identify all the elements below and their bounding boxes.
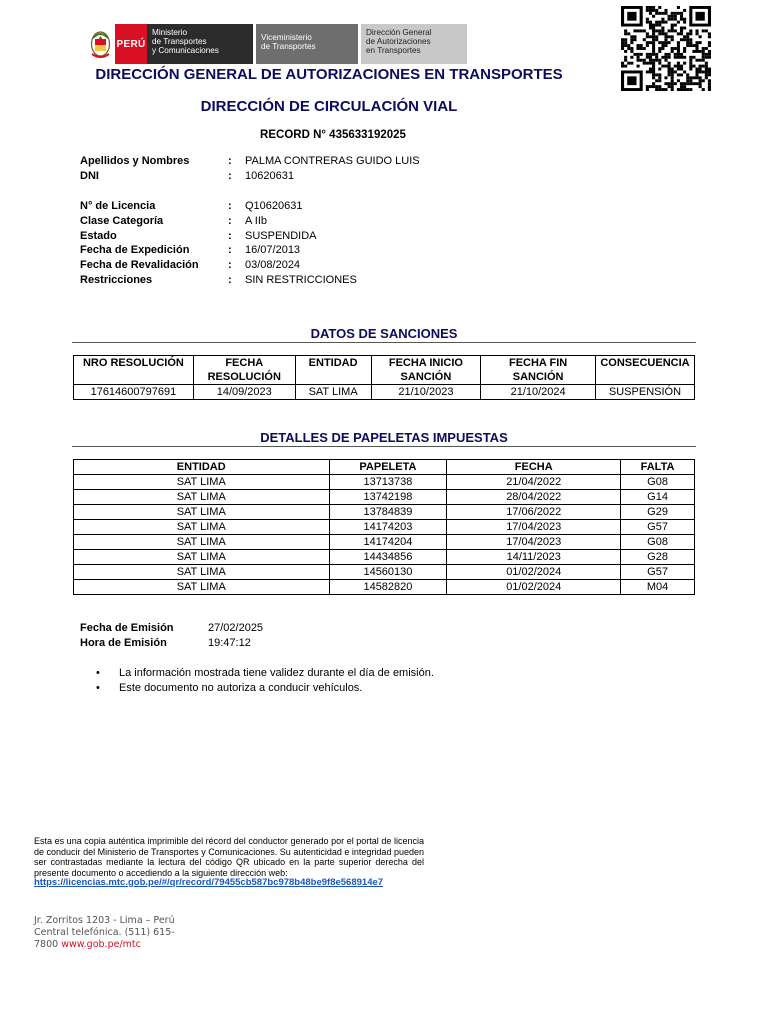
table-cell: 13742198 xyxy=(329,490,447,505)
table-cell: 17/06/2022 xyxy=(447,505,621,520)
info-value: SUSPENDIDA xyxy=(245,230,317,242)
verification-link[interactable]: https://licencias.mtc.gob.pe/#/qr/record/79455cb587bc978b48be9f8e568914e7 xyxy=(34,877,384,888)
address-text: Jr. Zorritos 1203 - Lima – Perú xyxy=(34,915,175,926)
table-cell: 13784839 xyxy=(329,505,447,520)
table-cell: G57 xyxy=(621,565,695,580)
bullet-icon: • xyxy=(96,667,100,679)
notes-list xyxy=(96,666,434,696)
table-cell: SAT LIMA xyxy=(74,490,330,505)
table-row xyxy=(74,565,695,580)
table-cell: 17/04/2023 xyxy=(447,520,621,535)
info-label: Fecha de Revalidación xyxy=(80,259,199,271)
info-value: Q10620631 xyxy=(245,200,303,212)
emission-time-value: 19:47:12 xyxy=(208,637,251,649)
bullet-icon: • xyxy=(96,682,100,694)
page-title: DIRECCIÓN GENERAL DE AUTORIZACIONES EN TRANSPORTES xyxy=(95,66,563,83)
emission-time-label: Hora de Emisión xyxy=(80,637,167,649)
column-header: ENTIDAD xyxy=(295,356,371,385)
sanctions-table xyxy=(73,355,695,400)
info-value: 03/08/2024 xyxy=(245,259,301,271)
ministry-label: Ministerio de Transportes y Comunicaciones xyxy=(147,24,253,64)
column-header: FECHA INICIO SANCIÓN xyxy=(371,356,481,385)
column-header: CONSECUENCIA xyxy=(595,356,694,385)
table-row xyxy=(74,490,695,505)
table-cell: 01/02/2024 xyxy=(447,565,621,580)
table-cell: G29 xyxy=(621,505,695,520)
table-cell: M04 xyxy=(621,580,695,595)
page-subtitle: DIRECCIÓN DE CIRCULACIÓN VIAL xyxy=(200,98,458,115)
table-cell: 17/04/2023 xyxy=(447,535,621,550)
table-cell: 01/02/2024 xyxy=(447,580,621,595)
table-header-row xyxy=(74,356,695,385)
column-header: FECHA RESOLUCIÓN xyxy=(193,356,295,385)
tickets-title: DETALLES DE PAPELETAS IMPUESTAS xyxy=(72,430,696,447)
table-cell: 21/04/2022 xyxy=(447,475,621,490)
table-cell: SAT LIMA xyxy=(295,385,371,400)
list-item: • La información mostrada tiene validez durante el día de emisión. xyxy=(96,667,434,679)
website-link[interactable]: www.gob.pe/mtc xyxy=(61,939,141,950)
table-cell: SAT LIMA xyxy=(74,565,330,580)
info-value: 10620631 xyxy=(245,170,294,182)
table-cell: 14582820 xyxy=(329,580,447,595)
table-cell: SAT LIMA xyxy=(74,580,330,595)
column-header: PAPELETA xyxy=(329,460,447,475)
peru-logo: PERÚ xyxy=(115,24,147,64)
table-cell: G57 xyxy=(621,520,695,535)
table-cell: 21/10/2024 xyxy=(481,385,596,400)
table-cell: SAT LIMA xyxy=(74,550,330,565)
table-cell: SUSPENSIÓN xyxy=(595,385,694,400)
table-cell: G28 xyxy=(621,550,695,565)
table-row xyxy=(74,550,695,565)
column-header: FALTA xyxy=(621,460,695,475)
table-cell: SAT LIMA xyxy=(74,535,330,550)
table-row xyxy=(74,580,695,595)
table-cell: 28/04/2022 xyxy=(447,490,621,505)
mtc-logo xyxy=(86,24,467,64)
info-label: N° de Licencia xyxy=(80,200,156,212)
info-value: SIN RESTRICCIONES xyxy=(245,274,357,286)
info-label: Clase Categoría xyxy=(80,215,164,227)
coat-of-arms-icon xyxy=(86,24,115,64)
list-item: • Este documento no autoriza a conducir vehículos. xyxy=(96,682,363,694)
tickets-table xyxy=(73,459,695,595)
vice-ministry-label: Viceministerio de Transportes xyxy=(256,24,358,64)
record-number: RECORD N° 435633192025 xyxy=(260,129,406,141)
info-value: PALMA CONTRERAS GUIDO LUIS xyxy=(245,155,420,167)
table-cell: 14/11/2023 xyxy=(447,550,621,565)
authenticity-text: Esta es una copia auténtica imprimible del récord del conductor generado por el portal de licencia de conducir del Ministerio de Transportes y Comunicaciones. Su autenticidad e integridad pueden ser contrastadas mediante la lectura del código QR ubicado en la parte superior derecha del presente documento o accediendo a la siguiente dirección web: xyxy=(34,836,424,878)
phone-text: Central telefónica. (511) 615-7800 xyxy=(34,927,175,950)
table-cell: SAT LIMA xyxy=(74,520,330,535)
table-cell: 21/10/2023 xyxy=(371,385,481,400)
emission-date-value: 27/02/2025 xyxy=(208,622,264,634)
table-header-row xyxy=(74,460,695,475)
column-header: FECHA xyxy=(447,460,621,475)
table-cell: 14560130 xyxy=(329,565,447,580)
info-label: Estado xyxy=(80,230,117,242)
table-cell: 14174203 xyxy=(329,520,447,535)
info-label: Restricciones xyxy=(80,274,153,286)
info-label: Fecha de Expedición xyxy=(80,244,190,256)
table-cell: 13713738 xyxy=(329,475,447,490)
table-cell: G14 xyxy=(621,490,695,505)
table-row xyxy=(74,505,695,520)
table-row xyxy=(74,535,695,550)
table-row xyxy=(74,385,695,400)
info-value: 16/07/2013 xyxy=(245,244,301,256)
table-cell: G08 xyxy=(621,535,695,550)
address-block xyxy=(34,915,194,951)
table-cell: 14174204 xyxy=(329,535,447,550)
table-cell: G08 xyxy=(621,475,695,490)
info-label: Apellidos y Nombres xyxy=(80,155,190,167)
table-cell: 14434856 xyxy=(329,550,447,565)
info-label: DNI xyxy=(80,170,99,182)
table-row xyxy=(74,475,695,490)
table-cell: 14/09/2023 xyxy=(193,385,295,400)
directorate-label: Dirección General de Autorizaciones en Transportes xyxy=(361,24,467,64)
authenticity-note xyxy=(34,836,424,889)
table-cell: SAT LIMA xyxy=(74,475,330,490)
column-header: NRO RESOLUCIÓN xyxy=(74,356,194,385)
emission-date-label: Fecha de Emisión xyxy=(80,622,174,634)
table-row xyxy=(74,520,695,535)
table-cell: SAT LIMA xyxy=(74,505,330,520)
info-value: A IIb xyxy=(245,215,268,227)
column-header: FECHA FIN SANCIÓN xyxy=(481,356,596,385)
table-cell: 17614600797691 xyxy=(74,385,194,400)
column-header: ENTIDAD xyxy=(74,460,330,475)
sanctions-title: DATOS DE SANCIONES xyxy=(72,326,696,343)
